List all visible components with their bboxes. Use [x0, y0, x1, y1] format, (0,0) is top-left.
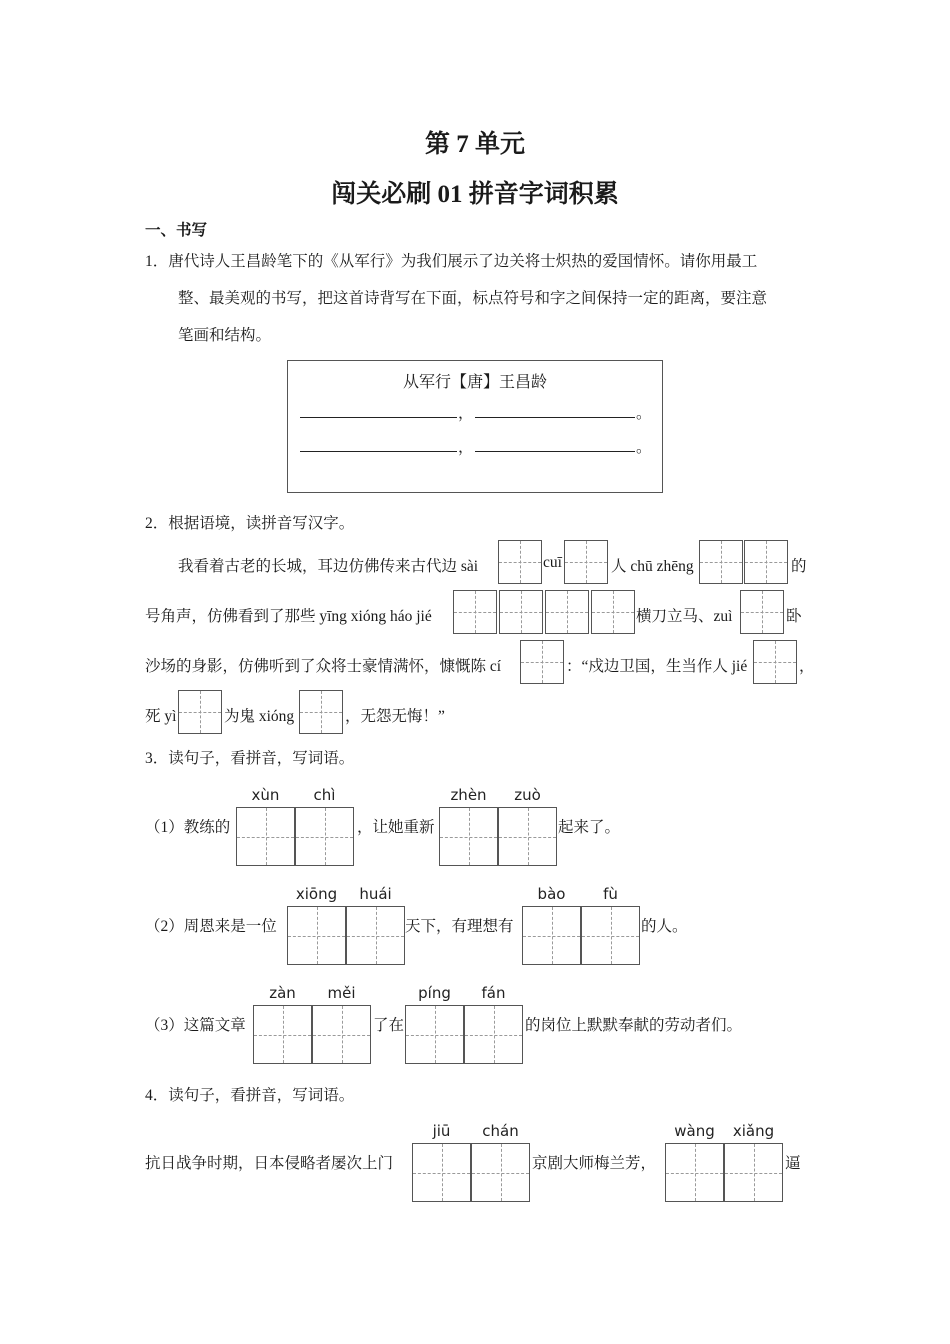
word-box-zhen[interactable]: [439, 807, 498, 866]
char-box-xiong2[interactable]: [299, 690, 343, 734]
poem-blank-2[interactable]: [475, 417, 635, 418]
word-box-fu[interactable]: [581, 906, 640, 965]
word-box-chi[interactable]: [295, 807, 354, 866]
pinyin-chan: chán: [482, 1122, 519, 1140]
char-box-jie[interactable]: [591, 590, 635, 634]
word-box-zan[interactable]: [253, 1005, 312, 1064]
q3-s1-text-a: （1）教练的: [145, 819, 231, 836]
char-box-cui[interactable]: [564, 540, 608, 584]
char-box-chu[interactable]: [699, 540, 743, 584]
pinyin-zuo: zuò: [514, 786, 541, 804]
word-box-jiu[interactable]: [412, 1143, 471, 1202]
word-box-xiang[interactable]: [724, 1143, 783, 1202]
q2-text-1a: 我看着古老的长城，耳边仿佛传来古代边 sài: [178, 558, 479, 575]
word-box-chan[interactable]: [471, 1143, 530, 1202]
char-box-xiong[interactable]: [499, 590, 543, 634]
char-box-ying[interactable]: [453, 590, 497, 634]
pinyin-fu: fù: [603, 885, 618, 903]
poem-blank-4[interactable]: [475, 451, 635, 452]
q3-s2-text-b: 天下，有理想有: [405, 918, 514, 935]
q3-s2-text-a: （2）周恩来是一位: [145, 918, 277, 935]
q4-text-a: 抗日战争时期，日本侵略者屡次上门: [145, 1155, 394, 1172]
char-box-yi[interactable]: [178, 690, 222, 734]
q2-text-1c: 人 chū zhēng: [611, 558, 694, 575]
pinyin-jiu: jiū: [432, 1122, 451, 1140]
q2-text-2c: 卧: [786, 608, 802, 625]
char-box-jie2[interactable]: [753, 640, 797, 684]
q3-s1-text-c: 起来了。: [558, 819, 621, 836]
char-box-zheng[interactable]: [744, 540, 788, 584]
word-box-wang[interactable]: [665, 1143, 724, 1202]
pinyin-xiang: xiǎng: [732, 1122, 775, 1140]
word-box-bao[interactable]: [522, 906, 581, 965]
q4-text-b: 京剧大师梅兰芳，: [532, 1155, 657, 1172]
page-title: 闯关必刷 01 拼音字词积累: [331, 181, 619, 208]
poem-blank-1[interactable]: [300, 417, 457, 418]
pinyin-xiong: xiōng: [295, 885, 338, 903]
poem-title: 从军行【唐】王昌龄: [402, 374, 547, 391]
section-heading: 一、书写: [145, 222, 208, 239]
q1-line-2: 整、最美观的书写，把这首诗背写在下面，标点符号和字之间保持一定的距离，要注意: [178, 290, 768, 307]
q1-line-1: 1．唐代诗人王昌龄笔下的《从军行》为我们展示了边关将士炽热的爱国情怀。请你用最工: [145, 253, 758, 270]
pinyin-mei: měi: [327, 984, 356, 1002]
word-box-xun[interactable]: [236, 807, 295, 866]
pinyin-chi: chì: [313, 786, 336, 804]
pinyin-xun: xùn: [251, 786, 280, 804]
poem-blank-3[interactable]: [300, 451, 457, 452]
q1-line-3: 笔画和结构。: [178, 327, 272, 344]
q2-text-4c: ，无怨无悔！”: [345, 708, 445, 725]
word-box-zuo[interactable]: [498, 807, 557, 866]
q2-text-1b: cuī: [543, 554, 562, 571]
q4-heading: 4．读句子，看拼音，写词语。: [145, 1087, 355, 1104]
poem-box: [287, 360, 663, 493]
pinyin-ping: píng: [418, 984, 451, 1002]
char-box-hao[interactable]: [545, 590, 589, 634]
char-box-ci[interactable]: [520, 640, 564, 684]
q2-text-4a: 死 yì: [145, 708, 177, 725]
q3-s3-text-a: （3）这篇文章: [145, 1017, 246, 1034]
pinyin-zhen: zhèn: [450, 786, 487, 804]
q2-text-1d: 的: [791, 558, 807, 575]
q2-text-2a: 号角声，仿佛看到了那些 yīng xióng háo jié: [145, 608, 432, 625]
poem-period-2: 。: [636, 439, 652, 456]
char-box-zui[interactable]: [740, 590, 784, 634]
pinyin-fan: fán: [481, 984, 506, 1002]
q3-heading: 3．读句子，看拼音，写词语。: [145, 750, 355, 767]
pinyin-zan: zàn: [269, 984, 296, 1002]
q2-text-4b: 为鬼 xióng: [224, 708, 295, 725]
q3-s3-text-b: 了在: [373, 1017, 405, 1034]
q3-s3-text-c: 的岗位上默默奉献的劳动者们。: [525, 1017, 743, 1034]
poem-period-1: 。: [636, 405, 652, 422]
word-box-mei[interactable]: [312, 1005, 371, 1064]
q2-heading: 2．根据语境，读拼音写汉字。: [145, 515, 355, 532]
poem-comma-2: ，: [458, 439, 474, 456]
unit-title: 第 7 单元: [424, 131, 525, 158]
q2-text-3b: ：“戍边卫国，生当作人 jié: [566, 658, 748, 675]
q3-s2-text-c: 的人。: [641, 918, 688, 935]
pinyin-bao: bào: [537, 885, 566, 903]
word-box-xiong[interactable]: [287, 906, 346, 965]
q2-text-3c: ，: [799, 658, 815, 675]
pinyin-huai: huái: [359, 885, 392, 903]
word-box-huai[interactable]: [346, 906, 405, 965]
q4-text-c: 逼: [785, 1155, 801, 1172]
word-box-ping[interactable]: [405, 1005, 464, 1064]
poem-comma-1: ，: [458, 405, 474, 422]
word-box-fan[interactable]: [464, 1005, 523, 1064]
q2-text-2b: 横刀立马、zuì: [636, 608, 733, 625]
char-box-sai[interactable]: [498, 540, 542, 584]
pinyin-wang: wàng: [674, 1122, 715, 1140]
q2-text-3a: 沙场的身影，仿佛听到了众将士豪情满怀，慷慨陈 cí: [145, 658, 502, 675]
q3-s1-text-b: ，让她重新: [357, 819, 435, 836]
